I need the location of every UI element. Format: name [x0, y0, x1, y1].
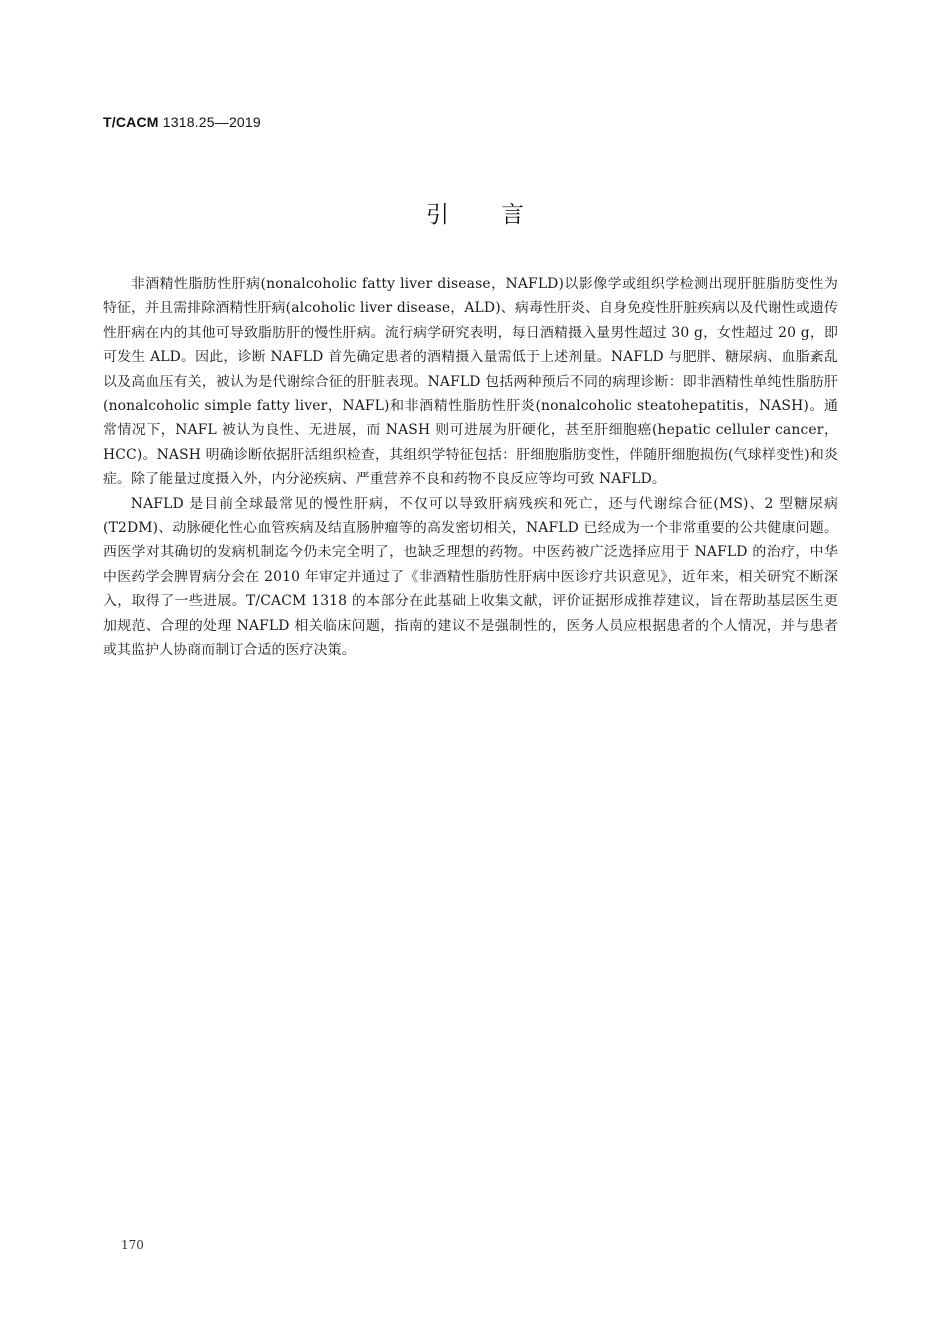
- standard-header: [103, 114, 261, 130]
- paragraph-2: NAFLD 是目前全球最常见的慢性肝病，不仅可以导致肝病残疾和死亡，还与代谢综合征(MS)、2 型糖尿病(T2DM)、动脉硬化性心血管疾病及结直肠肿瘤等的高发密切相关，NAFLD 已经成为一个非常重要的公共健康问题。西医学对其确切的发病机制迄今仍未完全明了，也缺乏理想的药物。中医药被广泛选择应用于 NAFLD 的治疗，中华中医药学会脾胃病分会在 2010 年审定并通过了《非酒精性脂肪性肝病中医诊疗共识意见》，近年来，相关研究不断深入，取得了一些进展。T/CACM 1318 的本部分在此基础上收集文献，评价证据形成推荐建议，旨在帮助基层医生更加规范、合理的处理 NAFLD 相关临床问题，指南的建议不是强制性的，医务人员应根据患者的个人情况，并与患者或其监护人协商而制订合适的医疗决策。: [103, 495, 838, 659]
- page-number: 170: [121, 1238, 144, 1252]
- standard-code: T/CACM: [103, 114, 159, 130]
- standard-number: 1318.25—2019: [162, 114, 261, 130]
- body-text: [103, 272, 838, 663]
- page-title: 引言: [426, 202, 576, 228]
- paragraph-1: 非酒精性脂肪性肝病(nonalcoholic fatty liver disease，NAFLD)以影像学或组织学检测出现肝脏脂肪变性为特征，并且需排除酒精性肝病(alcoholic liver disease，ALD)、病毒性肝炎、自身免疫性肝脏疾病以及代谢性或遗传性肝病在内的其他可导致脂肪肝的慢性肝病。流行病学研究表明，每日酒精摄入量男性超过 30 g，女性超过 20 g，即可发生 ALD。因此，诊断 NAFLD 首先确定患者的酒精摄入量需低于上述剂量。NAFLD 与肥胖、糖尿病、血脂紊乱以及高血压有关，被认为是代谢综合征的肝脏表现。NAFLD 包括两种预后不同的病理诊断：即非酒精性单纯性脂肪肝(nonalcoholic simple fatty liver，NAFL)和非酒精性脂肪性肝炎(nonalcoholic steatohepatitis，NASH)。通常情况下，NAFL 被认为良性、无进展，而 NASH 则可进展为肝硬化，甚至肝细胞癌(hepatic celluler cancer，HCC)。NASH 明确诊断依据肝活组织检查，其组织学特征包括：肝细胞脂肪变性，伴随肝细胞损伤(气球样变性)和炎症。除了能量过度摄入外，内分泌疾病、严重营养不良和药物不良反应等均可致 NAFLD。: [103, 276, 838, 488]
